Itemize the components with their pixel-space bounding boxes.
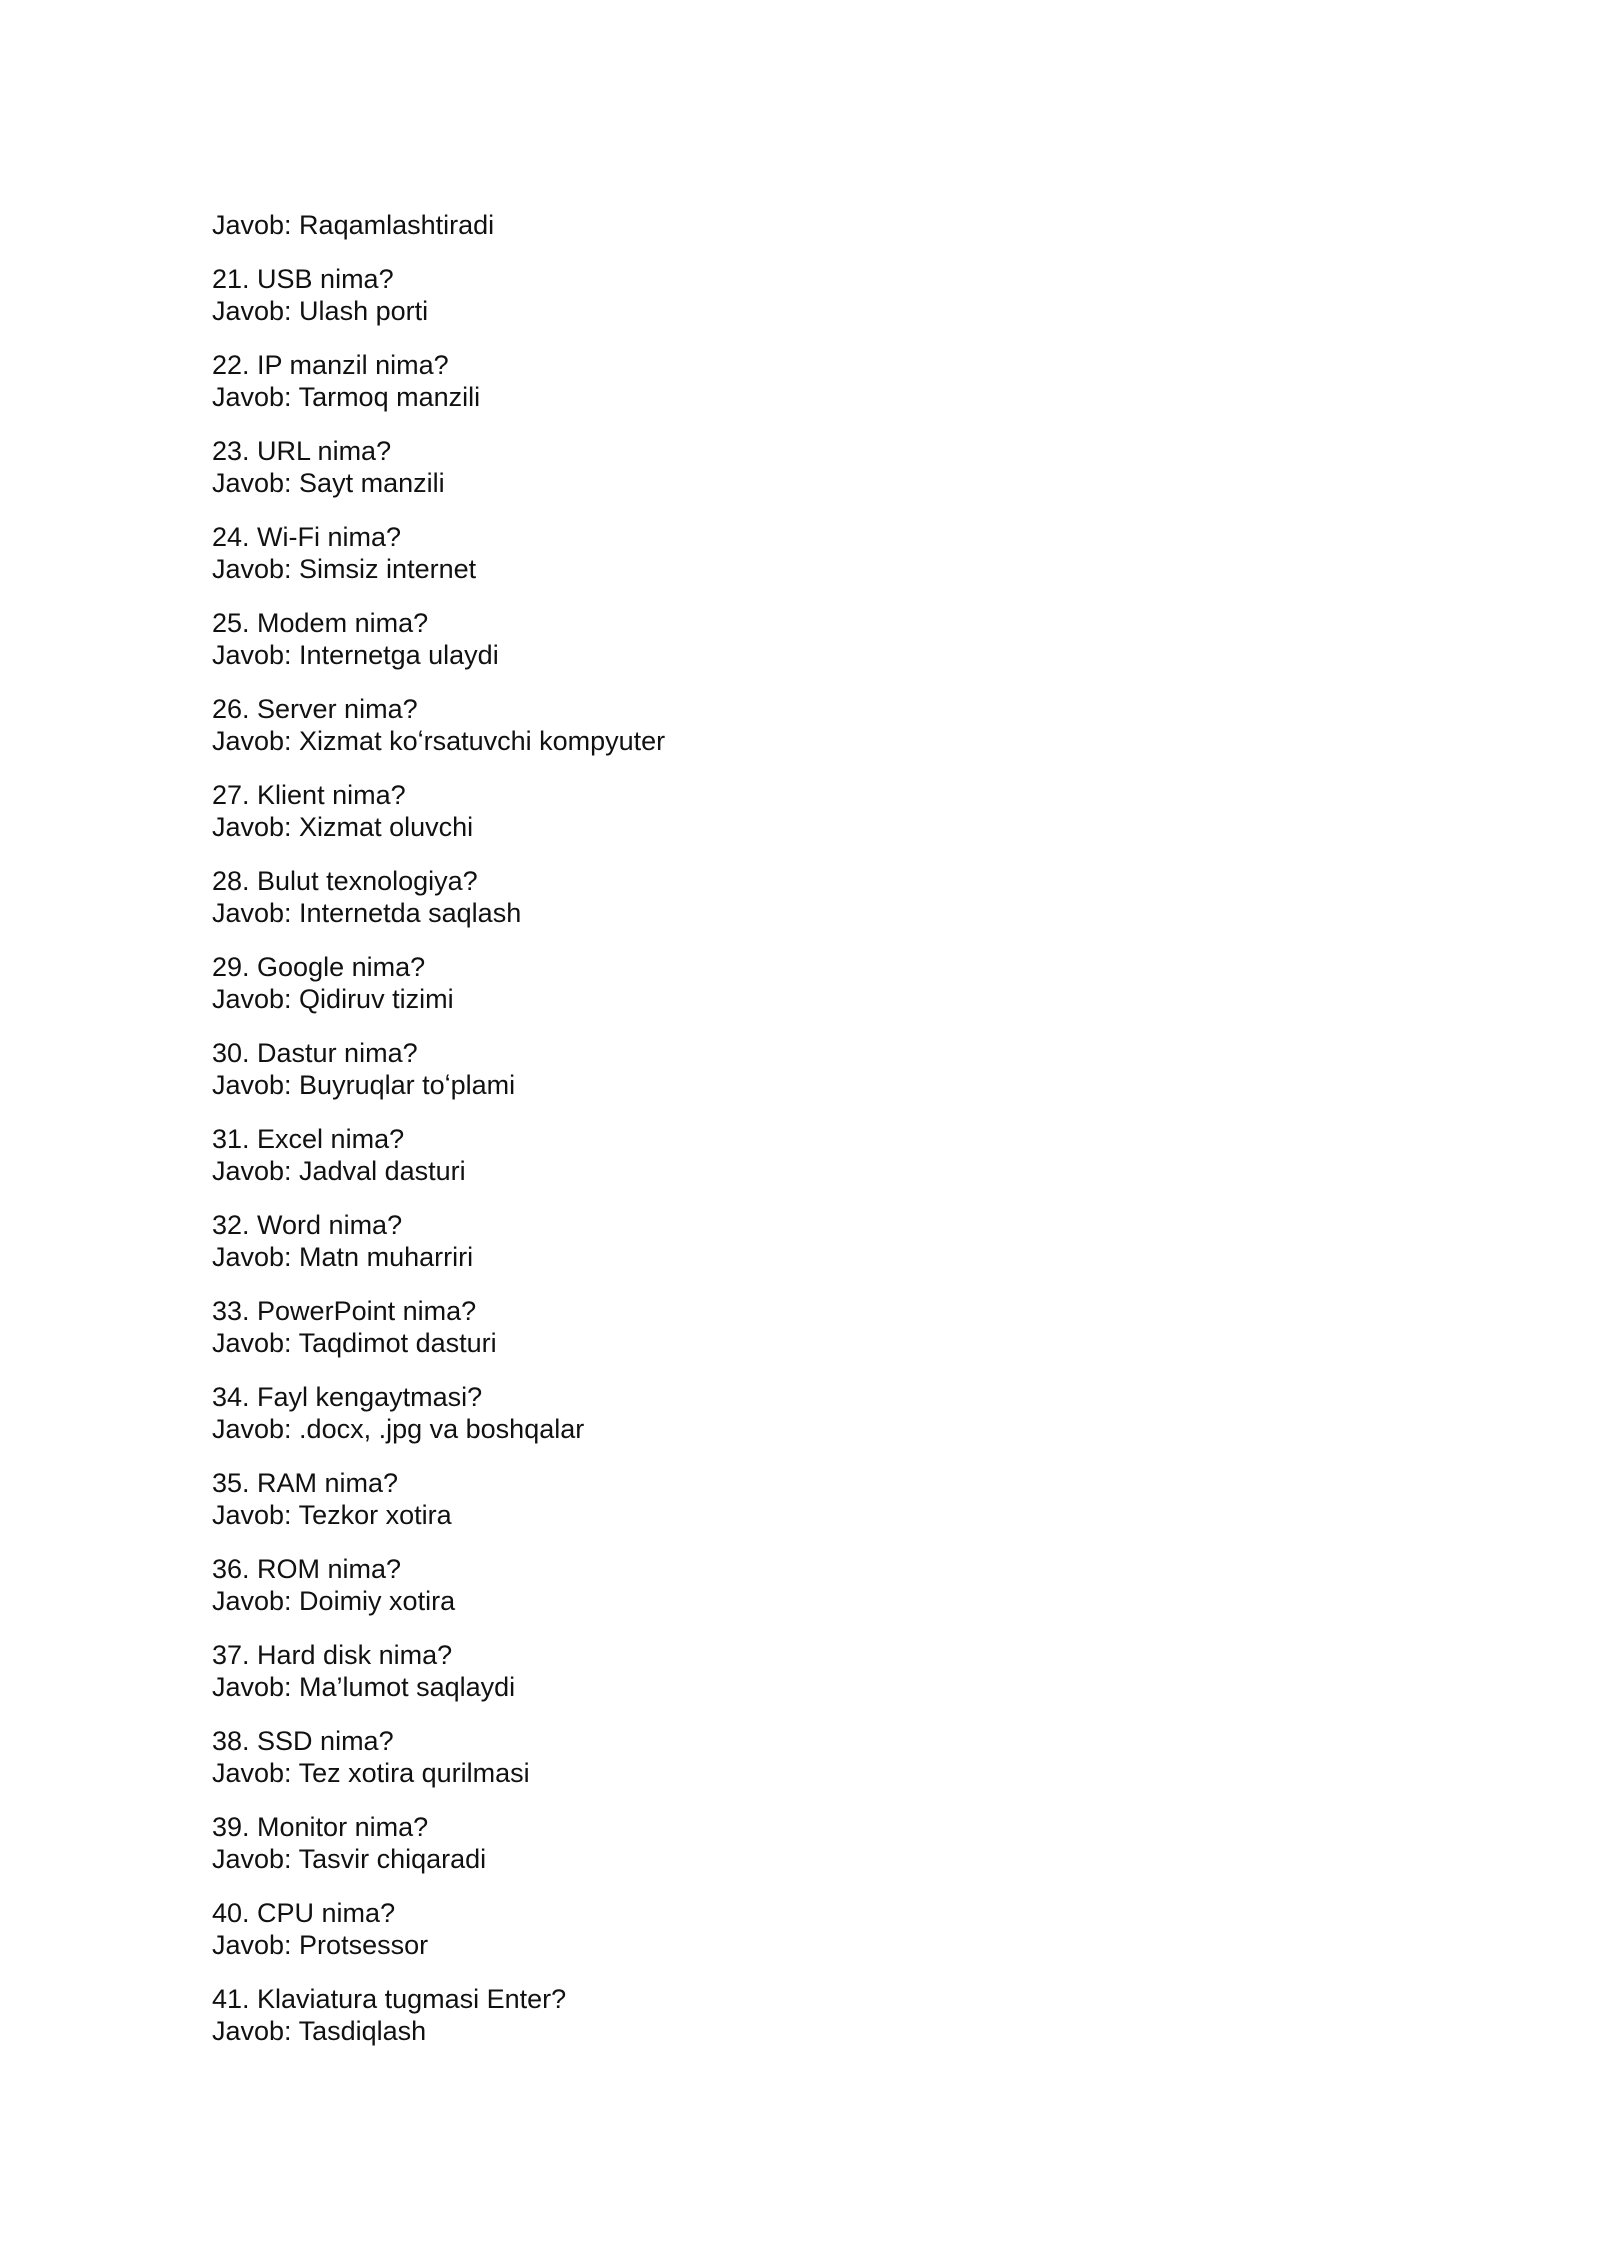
question-38: 38. SSD nima? [212, 1726, 394, 1756]
question-22: 22. IP manzil nima? [212, 350, 449, 380]
answer-24: Javob: Simsiz internet [212, 554, 477, 584]
question-31: 31. Excel nima? [212, 1124, 405, 1154]
question-35: 35. RAM nima? [212, 1468, 399, 1498]
answer-41: Javob: Tasdiqlash [212, 2016, 427, 2046]
qa-item-24 [212, 521, 1392, 585]
qa-item-38 [212, 1725, 1392, 1789]
qa-item-31 [212, 1123, 1392, 1187]
answer-31: Javob: Jadval dasturi [212, 1156, 466, 1186]
question-41: 41. Klaviatura tugmasi Enter? [212, 1984, 567, 2014]
question-25: 25. Modem nima? [212, 608, 429, 638]
question-32: 32. Word nima? [212, 1210, 403, 1240]
question-40: 40. CPU nima? [212, 1898, 396, 1928]
qa-item-29 [212, 951, 1392, 1015]
qa-item-33 [212, 1295, 1392, 1359]
qa-item-36 [212, 1553, 1392, 1617]
qa-item-23 [212, 435, 1392, 499]
answer-34: Javob: .docx, .jpg va boshqalar [212, 1414, 585, 1444]
qa-item-37 [212, 1639, 1392, 1703]
answer-39: Javob: Tasvir chiqaradi [212, 1844, 487, 1874]
qa-item-21 [212, 263, 1392, 327]
answer-27: Javob: Xizmat oluvchi [212, 812, 474, 842]
qa-item-27 [212, 779, 1392, 843]
answer-22: Javob: Tarmoq manzili [212, 382, 481, 412]
qa-item-28 [212, 865, 1392, 929]
question-27: 27. Klient nima? [212, 780, 406, 810]
question-36: 36. ROM nima? [212, 1554, 402, 1584]
answer-21: Javob: Ulash porti [212, 296, 429, 326]
answer-40: Javob: Protsessor [212, 1930, 429, 1960]
answer-38: Javob: Tez xotira qurilmasi [212, 1758, 530, 1788]
question-37: 37. Hard disk nima? [212, 1640, 453, 1670]
question-34: 34. Fayl kengaytmasi? [212, 1382, 483, 1412]
answer-26: Javob: Xizmat koʻrsatuvchi kompyuter [212, 726, 666, 756]
answer-32: Javob: Matn muharriri [212, 1242, 474, 1272]
qa-item-39 [212, 1811, 1392, 1875]
document-body [212, 209, 1392, 2047]
qa-item-41 [212, 1983, 1392, 2047]
question-24: 24. Wi-Fi nima? [212, 522, 402, 552]
qa-item-22 [212, 349, 1392, 413]
question-28: 28. Bulut texnologiya? [212, 866, 478, 896]
answer-28: Javob: Internetda saqlash [212, 898, 522, 928]
question-26: 26. Server nima? [212, 694, 418, 724]
qa-item-26 [212, 693, 1392, 757]
qa-item-40 [212, 1897, 1392, 1961]
answer-30: Javob: Buyruqlar toʻplami [212, 1070, 516, 1100]
question-29: 29. Google nima? [212, 952, 426, 982]
answer-29: Javob: Qidiruv tizimi [212, 984, 454, 1014]
qa-item-35 [212, 1467, 1392, 1531]
question-39: 39. Monitor nima? [212, 1812, 429, 1842]
qa-item-25 [212, 607, 1392, 671]
question-33: 33. PowerPoint nima? [212, 1296, 477, 1326]
question-21: 21. USB nima? [212, 264, 394, 294]
answer-35: Javob: Tezkor xotira [212, 1500, 452, 1530]
question-30: 30. Dastur nima? [212, 1038, 418, 1068]
answer-23: Javob: Sayt manzili [212, 468, 445, 498]
lead-answer: Javob: Raqamlashtiradi [212, 210, 495, 240]
answer-37: Javob: Ma’lumot saqlaydi [212, 1672, 516, 1702]
question-23: 23. URL nima? [212, 436, 392, 466]
answer-36: Javob: Doimiy xotira [212, 1586, 456, 1616]
qa-item-32 [212, 1209, 1392, 1273]
qa-item-30 [212, 1037, 1392, 1101]
qa-item-34 [212, 1381, 1392, 1445]
answer-25: Javob: Internetga ulaydi [212, 640, 499, 670]
answer-33: Javob: Taqdimot dasturi [212, 1328, 497, 1358]
